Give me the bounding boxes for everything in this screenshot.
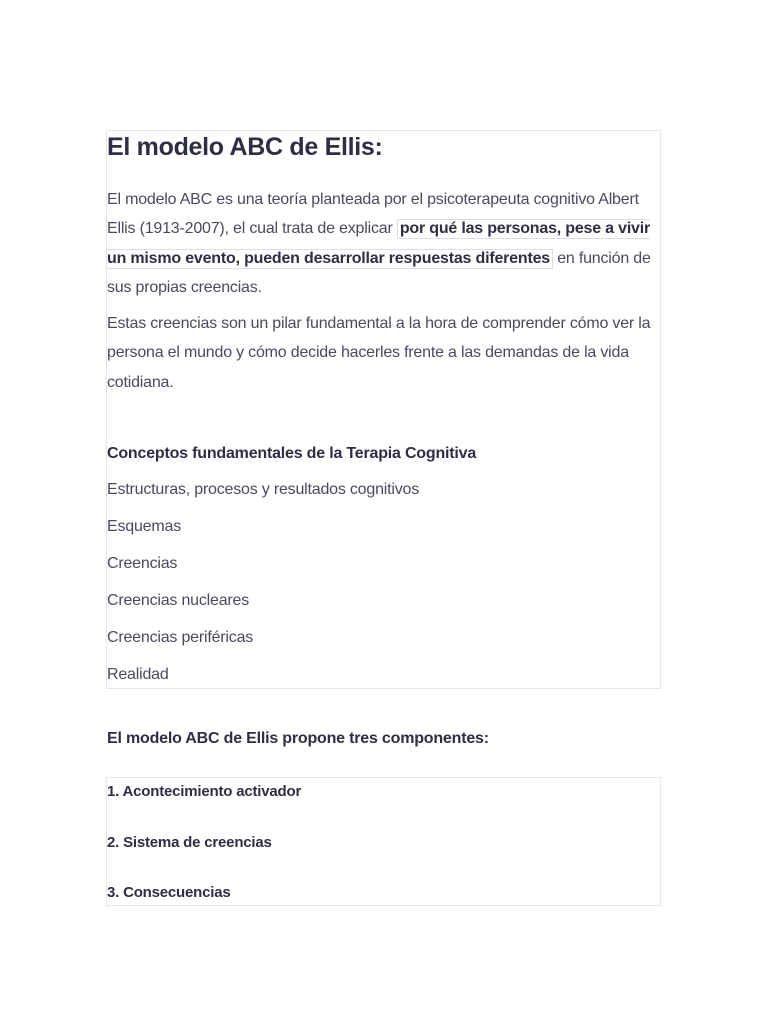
concept-item: Esquemas bbox=[107, 518, 181, 535]
intro-text-before: El modelo ABC es una teoría planteada por el psicoterapeuta cognitivo Albert Ellis (1913-2007), el cual trata de explicar bbox=[107, 191, 639, 238]
intro-paragraph bbox=[107, 185, 655, 302]
beliefs-paragraph: Estas creencias son un pilar fundamental a la hora de comprender cómo ver la persona el mundo y cómo decide hacerles frente a las demandas de la vida cotidiana. bbox=[107, 315, 651, 391]
intro-text-after: en función de sus propias creencias. bbox=[107, 249, 651, 296]
concept-item: Realidad bbox=[107, 666, 169, 683]
component-item: 2. Sistema de creencias bbox=[107, 834, 272, 851]
concept-item: Creencias bbox=[107, 555, 178, 572]
concept-item: Estructuras, procesos y resultados cognitivos bbox=[107, 481, 420, 498]
concept-item: Creencias nucleares bbox=[107, 592, 250, 609]
concept-item: Creencias periféricas bbox=[107, 629, 254, 646]
component-item: 3. Consecuencias bbox=[107, 884, 231, 901]
page-title: El modelo ABC de Ellis: bbox=[107, 133, 383, 161]
intro-highlight: por qué las personas, pese a vivir un mismo evento, pueden desarrollar respuestas diferentes bbox=[107, 220, 651, 267]
component-item: 1. Acontecimiento activador bbox=[107, 783, 302, 800]
components-heading: El modelo ABC de Ellis propone tres componentes: bbox=[107, 730, 489, 747]
concepts-heading: Conceptos fundamentales de la Terapia Cognitiva bbox=[107, 445, 477, 462]
